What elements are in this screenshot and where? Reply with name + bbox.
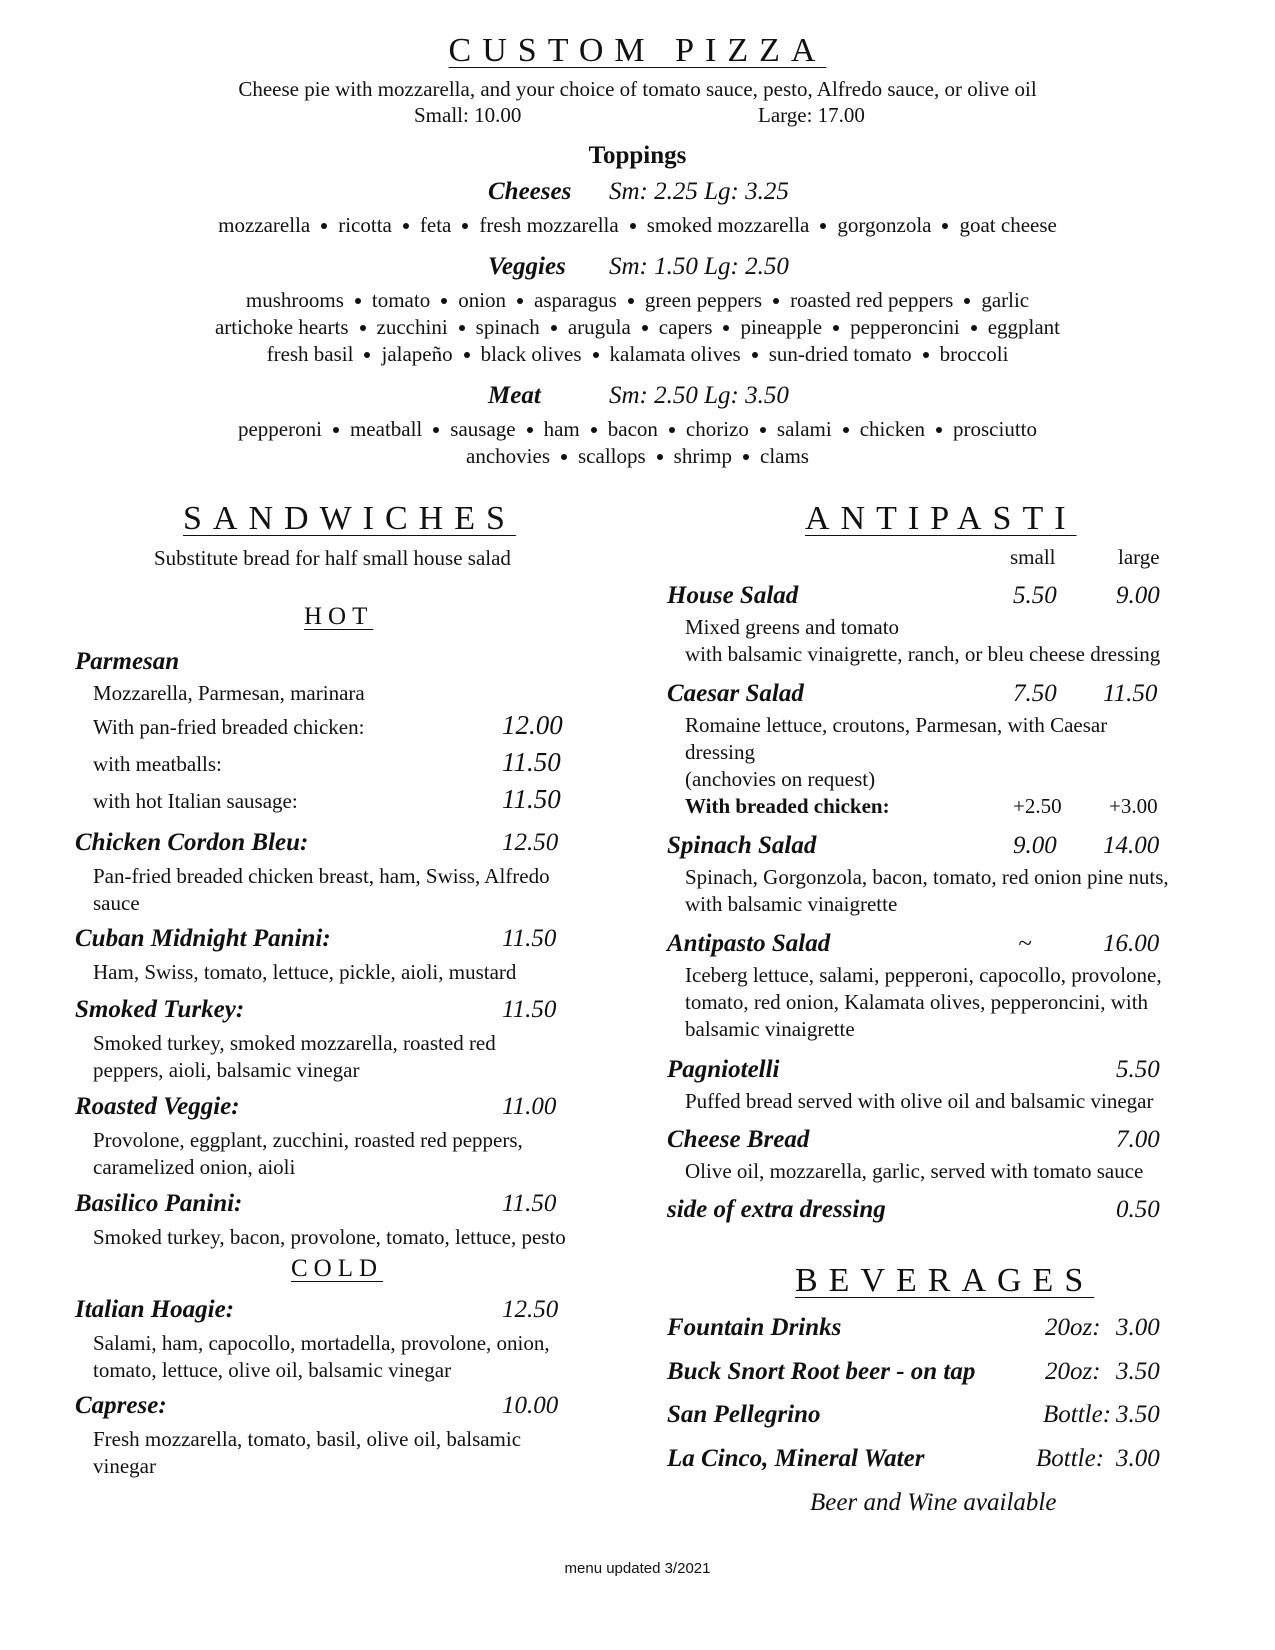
topping-item: fresh basil <box>266 342 354 366</box>
bullet-separator <box>743 454 749 460</box>
antipasti-desc-extra: (anchovies on request) <box>685 767 876 791</box>
bullet-separator <box>459 325 465 331</box>
sandwich-desc: Ham, Swiss, tomato, lettuce, pickle, aioli, mustard <box>93 960 517 984</box>
topping-item: green peppers <box>644 288 763 312</box>
topping-item: smoked mozzarella <box>646 213 810 237</box>
topping-item: feta <box>419 213 452 237</box>
bullet-separator <box>551 325 557 331</box>
bullet-separator <box>773 298 779 304</box>
bullet-separator <box>364 352 370 358</box>
bullet-separator <box>462 223 468 229</box>
parmesan-desc: Mozzarella, Parmesan, marinara <box>93 681 365 705</box>
antipasti-name: Spinach Salad <box>667 832 817 859</box>
bullet-separator <box>923 352 929 358</box>
topping-item: goat cheese <box>959 213 1057 237</box>
beverage-price: 3.50 <box>1116 1358 1160 1385</box>
bullet-separator <box>630 223 636 229</box>
sandwiches-title: SANDWICHES <box>183 500 516 537</box>
bullet-separator <box>752 352 758 358</box>
bullet-separator <box>321 223 327 229</box>
toppings-title: Toppings <box>588 142 687 169</box>
sandwich-name: Smoked Turkey: <box>75 996 245 1023</box>
bullet-separator <box>433 427 439 433</box>
pizza-small-price: Small: 10.00 <box>414 103 522 127</box>
antipasti-name: Antipasto Salad <box>667 930 831 957</box>
topping-item: sausage <box>450 417 516 441</box>
sandwich-desc: Smoked turkey, bacon, provolone, tomato, lettuce, pesto <box>93 1225 566 1249</box>
sandwich-name: Roasted Veggie: <box>75 1093 240 1120</box>
topping-item: bacon <box>607 417 658 441</box>
parmesan-option-chicken-price: 12.00 <box>502 710 563 740</box>
antipasti-price: 7.00 <box>1116 1126 1160 1153</box>
topping-item: garlic <box>981 288 1030 312</box>
topping-item: salami <box>776 417 832 441</box>
sandwiches-note: Substitute bread for half small house salad <box>154 546 511 570</box>
antipasti-large-price: 16.00 <box>1103 930 1160 957</box>
topping-item: fresh mozzarella <box>479 213 619 237</box>
toppings-meat-list-1 <box>0 416 1275 443</box>
bullet-separator <box>561 454 567 460</box>
topping-item: jalapeño <box>381 342 453 366</box>
topping-item: chorizo <box>685 417 749 441</box>
bullet-separator <box>591 427 597 433</box>
sandwich-name: Italian Hoagie: <box>75 1296 235 1323</box>
parmesan-name: Parmesan <box>75 648 180 675</box>
antipasti-small-price: 7.50 <box>1013 680 1057 707</box>
antipasti-desc: Spinach, Gorgonzola, bacon, tomato, red onion pine nuts, with balsamic vinaigrette <box>685 865 1169 916</box>
topping-item: sun-dried tomato <box>768 342 912 366</box>
antipasti-small-price: 5.50 <box>1013 582 1057 609</box>
bullet-separator <box>517 298 523 304</box>
topping-item: meatball <box>349 417 423 441</box>
antipasti-name: House Salad <box>667 582 799 609</box>
topping-item: pineapple <box>740 315 823 339</box>
bullet-separator <box>964 298 970 304</box>
toppings-meat-prices: Sm: 2.50 Lg: 3.50 <box>609 382 789 409</box>
sandwich-price: 10.00 <box>502 1392 559 1419</box>
sandwich-desc: Salami, ham, capocollo, mortadella, provolone, onion, tomato, lettuce, olive oil, balsamic vinegar <box>93 1331 550 1382</box>
topping-item: scallops <box>578 444 646 468</box>
topping-item: gorgonzola <box>837 213 932 237</box>
topping-item: spinach <box>475 315 540 339</box>
topping-item: ricotta <box>338 213 392 237</box>
beverage-size: Bottle: <box>1036 1445 1105 1472</box>
antipasti-title: ANTIPASTI <box>805 500 1077 537</box>
topping-item: chicken <box>859 417 926 441</box>
beverage-price: 3.50 <box>1116 1401 1160 1428</box>
bullet-separator <box>936 427 942 433</box>
antipasti-large-price: 14.00 <box>1103 832 1160 859</box>
topping-item: shrimp <box>673 444 732 468</box>
antipasti-price: 5.50 <box>1116 1056 1160 1083</box>
toppings-cheeses-list <box>0 212 1275 239</box>
beverage-name: Buck Snort Root beer - on tap <box>667 1358 976 1385</box>
topping-item: onion <box>458 288 507 312</box>
parmesan-option-meatballs-price: 11.50 <box>502 747 561 777</box>
topping-item: mozzarella <box>218 213 311 237</box>
antipasti-desc: Iceberg lettuce, salami, pepperoni, capocollo, provolone, tomato, red onion, Kalamata olives, pepperoncini, with balsamic vinaigrette <box>685 963 1162 1041</box>
sandwich-desc: Pan-fried breaded chicken breast, ham, Swiss, Alfredo sauce <box>93 864 550 915</box>
bullet-separator <box>593 352 599 358</box>
topping-item: kalamata olives <box>609 342 741 366</box>
topping-item: arugula <box>567 315 631 339</box>
toppings-meat-heading: Meat <box>488 382 541 409</box>
sandwich-desc: Smoked turkey, smoked mozzarella, roasted red peppers, aioli, balsamic vinegar <box>93 1031 496 1082</box>
bullet-separator <box>942 223 948 229</box>
toppings-veggies-prices: Sm: 1.50 Lg: 2.50 <box>609 253 789 280</box>
antipasti-large-price: 9.00 <box>1116 582 1160 609</box>
toppings-cheeses-heading: Cheeses <box>488 178 572 205</box>
beverage-price: 3.00 <box>1116 1445 1160 1472</box>
antipasti-name: Pagniotelli <box>667 1056 780 1083</box>
antipasti-addon-large: +3.00 <box>1109 794 1158 818</box>
toppings-veggies-list-2 <box>0 314 1275 341</box>
bullet-separator <box>642 325 648 331</box>
topping-item: pepperoni <box>237 417 322 441</box>
beverage-name: La Cinco, Mineral Water <box>667 1445 925 1472</box>
antipasti-desc: Romaine lettuce, croutons, Parmesan, with Caesar dressing <box>685 713 1108 764</box>
antipasti-name: side of extra dressing <box>667 1196 886 1223</box>
sandwich-name: Caprese: <box>75 1392 167 1419</box>
beverage-size: Bottle: <box>1043 1401 1112 1428</box>
bullet-separator <box>669 427 675 433</box>
bullet-separator <box>333 427 339 433</box>
bullet-separator <box>657 454 663 460</box>
topping-item: asparagus <box>534 288 617 312</box>
topping-item: capers <box>658 315 713 339</box>
topping-item: roasted red peppers <box>790 288 954 312</box>
bullet-separator <box>760 427 766 433</box>
antipasti-small-price: 9.00 <box>1013 832 1057 859</box>
bullet-separator <box>833 325 839 331</box>
sandwich-desc: Fresh mozzarella, tomato, basil, olive oil, balsamic vinegar <box>93 1427 522 1478</box>
sandwich-price: 11.50 <box>502 925 557 952</box>
antipasti-desc: with balsamic vinaigrette, ranch, or bleu cheese dressing <box>685 642 1161 666</box>
topping-item: zucchini <box>376 315 448 339</box>
beverage-price: 3.00 <box>1116 1314 1160 1341</box>
toppings-veggies-heading: Veggies <box>488 253 566 280</box>
antipasti-price: 0.50 <box>1116 1196 1160 1223</box>
topping-item: pepperoncini <box>850 315 960 339</box>
parmesan-option-chicken: With pan-fried breaded chicken: <box>93 715 365 739</box>
topping-item: ham <box>543 417 580 441</box>
parmesan-option-meatballs: with meatballs: <box>93 752 222 776</box>
antipasti-col-small: small <box>1010 545 1056 569</box>
topping-item: clams <box>760 444 809 468</box>
bullet-separator <box>464 352 470 358</box>
footer-updated: menu updated 3/2021 <box>564 1560 711 1577</box>
pizza-title: CUSTOM PIZZA <box>448 32 827 69</box>
parmesan-option-sausage-price: 11.50 <box>502 784 561 814</box>
sandwich-name: Cuban Midnight Panini: <box>75 925 331 952</box>
antipasti-name: Cheese Bread <box>667 1126 810 1153</box>
pizza-large-price: Large: 17.00 <box>758 103 865 127</box>
topping-item: eggplant <box>987 315 1061 339</box>
beverage-name: Fountain Drinks <box>667 1314 842 1341</box>
bullet-separator <box>723 325 729 331</box>
antipasti-col-large: large <box>1118 545 1160 569</box>
sandwich-price: 12.50 <box>502 829 559 856</box>
toppings-meat-list-2 <box>0 443 1275 470</box>
parmesan-option-sausage: with hot Italian sausage: <box>93 789 298 813</box>
antipasti-addon-small: +2.50 <box>1013 794 1062 818</box>
bullet-separator <box>820 223 826 229</box>
topping-item: prosciutto <box>953 417 1038 441</box>
antipasti-small-price: ~ <box>1018 930 1032 957</box>
sandwich-desc: Provolone, eggplant, zucchini, roasted red peppers, caramelized onion, aioli <box>93 1128 523 1179</box>
bullet-separator <box>843 427 849 433</box>
beverages-note: Beer and Wine available <box>810 1489 1057 1516</box>
topping-item: anchovies <box>466 444 550 468</box>
beverage-name: San Pellegrino <box>667 1401 821 1428</box>
toppings-cheeses-prices: Sm: 2.25 Lg: 3.25 <box>609 178 789 205</box>
sandwich-price: 11.50 <box>502 996 557 1023</box>
beverage-size: 20oz: <box>1045 1314 1101 1341</box>
beverages-title: BEVERAGES <box>795 1262 1095 1299</box>
pizza-description: Cheese pie with mozzarella, and your choice of tomato sauce, pesto, Alfredo sauce, or olive oil <box>238 77 1037 101</box>
topping-item: mushrooms <box>245 288 344 312</box>
hot-subtitle: HOT <box>304 603 374 630</box>
bullet-separator <box>360 325 366 331</box>
antipasti-desc: Olive oil, mozzarella, garlic, served with tomato sauce <box>685 1159 1144 1183</box>
antipasti-name: Caesar Salad <box>667 680 804 707</box>
bullet-separator <box>527 427 533 433</box>
topping-item: artichoke hearts <box>214 315 349 339</box>
bullet-separator <box>355 298 361 304</box>
beverage-size: 20oz: <box>1045 1358 1101 1385</box>
sandwich-price: 12.50 <box>502 1296 559 1323</box>
bullet-separator <box>403 223 409 229</box>
bullet-separator <box>628 298 634 304</box>
topping-item: broccoli <box>939 342 1009 366</box>
sandwich-price: 11.00 <box>502 1093 557 1120</box>
toppings-veggies-list-1 <box>0 287 1275 314</box>
antipasti-desc: Mixed greens and tomato <box>685 615 900 639</box>
antipasti-desc: Puffed bread served with olive oil and balsamic vinegar <box>685 1089 1154 1113</box>
topping-item: black olives <box>480 342 582 366</box>
toppings-veggies-list-3 <box>0 341 1275 368</box>
topping-item: tomato <box>371 288 431 312</box>
bullet-separator <box>971 325 977 331</box>
cold-subtitle: COLD <box>291 1255 384 1282</box>
sandwich-name: Chicken Cordon Bleu: <box>75 829 309 856</box>
antipasti-addon-label: With breaded chicken: <box>685 794 890 818</box>
sandwich-name: Basilico Panini: <box>75 1190 243 1217</box>
antipasti-large-price: 11.50 <box>1103 680 1158 707</box>
sandwich-price: 11.50 <box>502 1190 557 1217</box>
bullet-separator <box>441 298 447 304</box>
